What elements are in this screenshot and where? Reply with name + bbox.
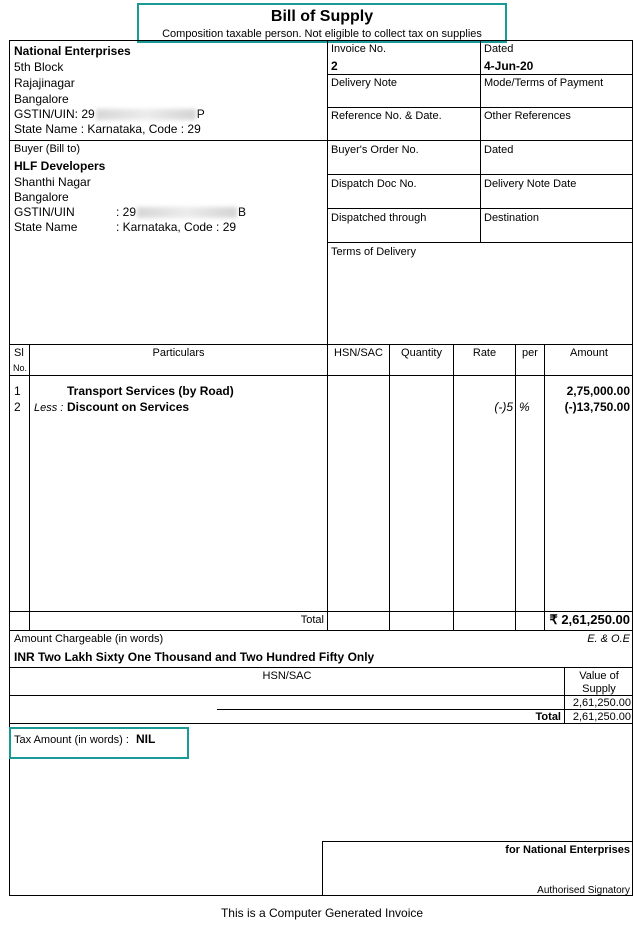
invoice-no-value: 2 [331,59,338,73]
buyer-gstin: : 29 B [116,205,247,219]
buyer-gstin-label: GSTIN/UIN [14,205,75,219]
meta-vertical-divider [480,40,481,242]
reference-label: Reference No. & Date. [331,110,442,122]
row-sl: 2 [14,400,21,414]
amount-words-value: INR Two Lakh Sixty One Thousand and Two Hundred Fifty Only [14,650,375,664]
seller-address-1: 5th Block [14,60,64,74]
amount-words-label: Amount Chargeable (in words) [14,633,164,645]
signature-for-label: for National Enterprises [505,844,630,856]
col-sl-header: Sl [14,347,24,359]
dispatch-doc-label: Dispatch Doc No. [331,178,417,190]
col-rate-header: Rate [472,347,497,359]
hsn-summary-col-value-2: Supply [582,683,616,695]
col-per-header: per [522,347,538,359]
col-quantity-header: Quantity [401,347,442,359]
items-total-amount: ₹ 2,61,250.00 [549,612,630,627]
buyer-address-1: Shanthi Nagar [14,175,91,189]
mode-terms-label: Mode/Terms of Payment [484,77,604,89]
row-particulars: Transport Services (by Road) [67,384,234,398]
seller-gstin: GSTIN/UIN: 29 P [14,107,205,121]
row-amount: 2,75,000.00 [566,384,630,398]
row-sl: 1 [14,384,21,398]
title-highlight-box [137,3,507,43]
footer-note: This is a Computer Generated Invoice [220,906,424,920]
hsn-summary-total-label: Total [535,711,561,723]
destination-label: Destination [484,212,540,224]
buyer-state-value: : Karnataka, Code : 29 [116,220,237,234]
buyers-order-label: Buyer's Order No. [331,144,419,156]
tax-words-label: Tax Amount (in words) : [14,734,129,746]
row-prefix: Less : [34,402,64,414]
seller-gstin-redacted [96,109,196,120]
col-particulars-header: Particulars [152,347,205,359]
items-total-label: Total [300,614,324,626]
dated-label: Dated [484,43,514,55]
buyer-state-label: State Name [14,220,78,234]
document-title: Bill of Supply [270,8,374,25]
hsn-summary-col-hsn: HSN/SAC [262,670,312,682]
terms-of-delivery-label: Terms of Delivery [331,246,416,258]
row-rate: (-)5 [494,400,513,414]
seller-name: National Enterprises [14,44,131,58]
col-no-header: No. [13,363,28,373]
other-references-label: Other References [484,110,571,122]
dispatched-through-label: Dispatched through [331,212,427,224]
buyer-address-2: Bangalore [14,190,69,204]
buyer-name: HLF Developers [14,159,106,173]
signature-signatory: Authorised Signatory [537,885,630,896]
delivery-note-date-label: Delivery Note Date [484,178,577,190]
dated-value: 4-Jun-20 [484,59,534,73]
seller-address-2: Rajajinagar [14,76,75,90]
seller-state: State Name : Karnataka, Code : 29 [14,122,201,136]
buyer-gstin-redacted [137,207,237,218]
hsn-summary-row-value: 2,61,250.00 [572,697,631,709]
document-subtitle: Composition taxable person. Not eligible to collect tax on supplies [162,28,482,40]
col-hsn-header: HSN/SAC [334,347,383,359]
delivery-note-label: Delivery Note [331,77,398,89]
buyer-section-label: Buyer (Bill to) [14,143,81,155]
invoice-no-label: Invoice No. [331,43,387,55]
col-amount-header: Amount [570,347,608,359]
tax-words-value: NIL [136,732,156,746]
hsn-summary-total-value: 2,61,250.00 [572,711,631,723]
row-amount: (-)13,750.00 [564,400,630,414]
row-per: % [519,400,530,414]
order-dated-label: Dated [484,144,514,156]
header-vertical-divider [327,40,328,344]
row-particulars: Discount on Services [67,400,190,414]
hsn-summary-col-value-1: Value of [579,670,619,682]
eoe-label: E. & O.E [587,633,630,645]
seller-address-3: Bangalore [14,92,69,106]
